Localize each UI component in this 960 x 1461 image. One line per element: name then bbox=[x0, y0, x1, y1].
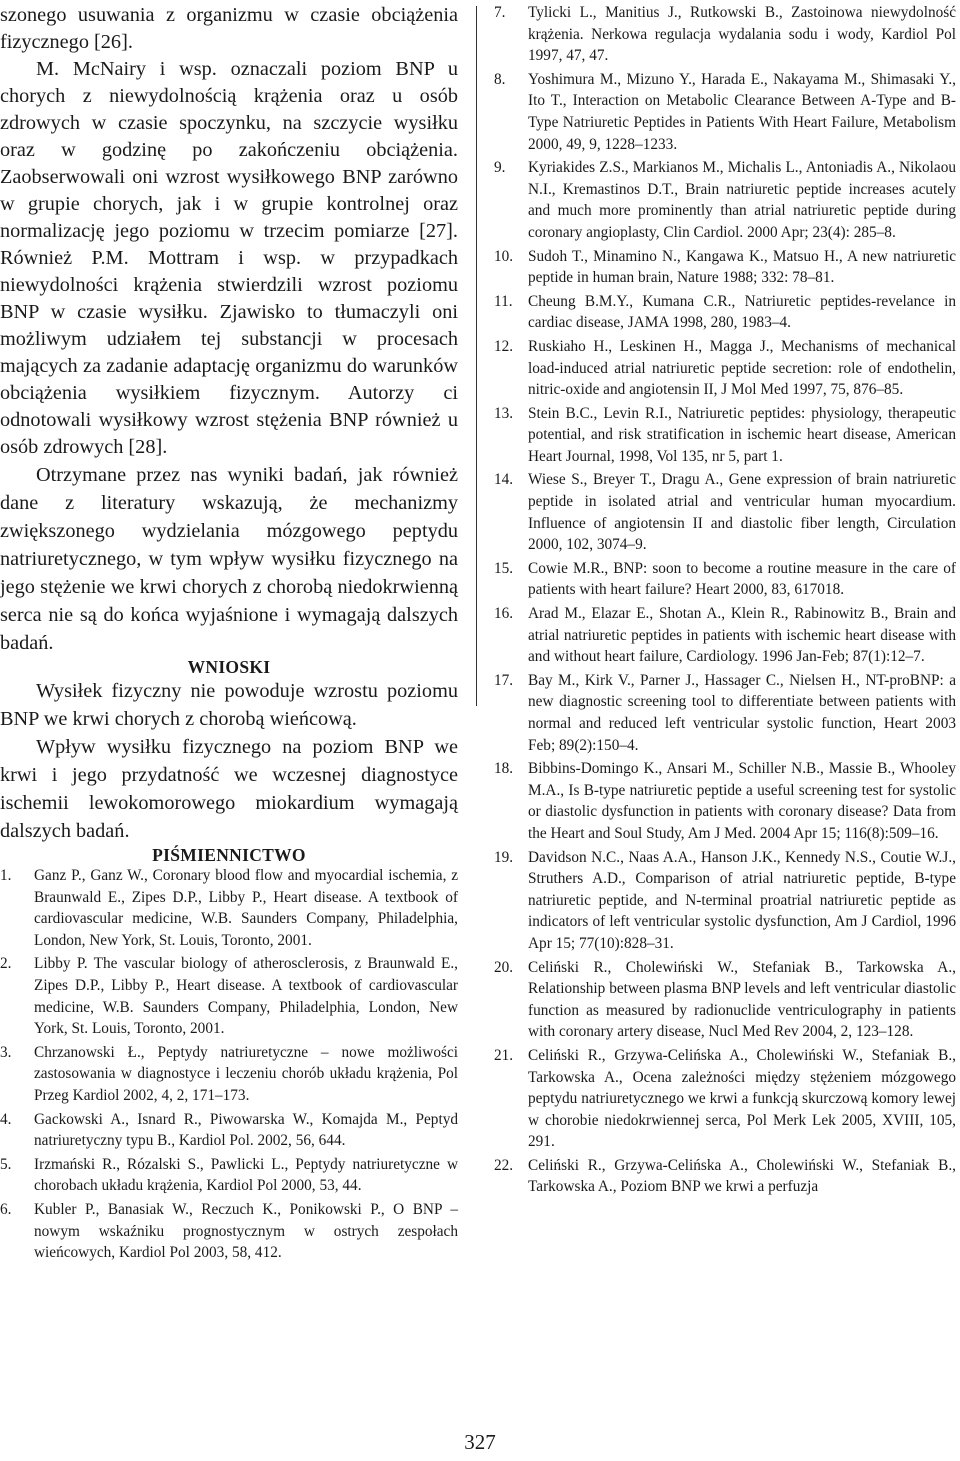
reference-item bbox=[0, 953, 458, 1039]
reference-item bbox=[494, 603, 956, 668]
body-paragraph: Otrzymane przez nas wyniki badań, jak również dane z literatury wskazują, że mechanizmy zwiększonego wydzielania mózgowego peptydu natriuretycznego, w tym wpływ wysiłku fizycznego na jego stężenie we krwi chorych z chorobą niedokrwienną serca nie są do końca wyjaśnione i wymagają dalszych badań. bbox=[0, 464, 458, 654]
reference-number: 22. bbox=[494, 1156, 514, 1174]
reference-text: Gackowski A., Isnard R., Piwowarska W., Komajda M., Peptyd natriuretyczny typu B., Kardiol Pol. 2002, 56, 644. bbox=[34, 1110, 458, 1150]
references-heading: PIŚMIENNICTWO bbox=[152, 845, 306, 865]
reference-text: Celiński R., Cholewiński W., Stefaniak B., Tarkowska A., Relationship between plasma BNP levels and left ventricular diastolic function as measured by radionuclide ventriculography in patients with coronary artery disease, Nucl Med Rev 2004, 2, 123–128. bbox=[528, 958, 956, 1041]
reference-text: Ganz P., Ganz W., Coronary blood flow and myocardial ischemia, z Braunwald E., Zipes D.P., Libby P., Heart disease. A textbook of cardiovascular medicine, W.B. Saunders Company, Philadelphia, London, New York, St. Louis, Toronto, 2001. bbox=[34, 867, 458, 949]
reference-number: 15. bbox=[494, 559, 514, 577]
reference-list-continued bbox=[494, 2, 956, 1198]
reference-item bbox=[494, 2, 956, 67]
reference-number: 1. bbox=[0, 867, 12, 884]
reference-item bbox=[494, 847, 956, 955]
right-column bbox=[494, 2, 956, 1200]
reference-number: 5. bbox=[0, 1155, 12, 1173]
reference-number: 11. bbox=[494, 292, 513, 310]
reference-number: 2. bbox=[0, 955, 12, 973]
reference-item bbox=[494, 69, 956, 155]
reference-number: 4. bbox=[0, 1110, 12, 1128]
body-paragraph: M. McNairy i wsp. oznaczali poziom BNP u chorych z niewydolnością krążenia oraz u osób zdrowych w czasie spoczynku, na szczycie wysiłku oraz w godzinę po zakończeniu obciążenia. Zaobserwowali oni wzrost wysiłkowego BNP zarówno w grupie chorych, jak i w grupie kontrolnej oraz normalizację jego poziomu w trzecim pomiarze [27]. Również P.M. Mottram i wsp. w przypadkach niewydolności krążenia stwierdzili wzrost poziomu BNP w czasie wysiłku. Zjawisko to tłumaczyli oni możliwym udziałem tej substancji w procesach mających za zadanie adaptację organizmu do warunków obciążenia wysiłkiem fizycznym. Autorzy ci odnotowali wysiłkowy wzrost stężenia BNP również u osób zdrowych [28]. bbox=[0, 58, 458, 458]
reference-number: 7. bbox=[494, 4, 506, 21]
reference-number: 14. bbox=[494, 471, 514, 489]
reference-item bbox=[0, 865, 458, 951]
reference-text: Stein B.C., Levin R.I., Natriuretic peptides: physiology, therapeutic potential, and risk stratification in ischemic heart disease, American Heart Journal, 1998, Vol 135, nr 5, part 1. bbox=[528, 404, 956, 465]
reference-text: Sudoh T., Minamino N., Kangawa K., Matsuo H., A new natriuretic peptide in human brain, Nature 1988; 332: 78–81. bbox=[528, 247, 956, 287]
page-number: 327 bbox=[464, 1430, 496, 1454]
reference-item bbox=[494, 957, 956, 1043]
reference-number: 16. bbox=[494, 605, 514, 623]
reference-text: Bay M., Kirk V., Parner J., Hassager C., Nielsen H., NT-proBNP: a new diagnostic screening tool to differentiate between patients with normal and reduced left ventricular systolic function, Heart 2003 Feb; 89(2):150–4. bbox=[528, 671, 956, 754]
reference-text: Bibbins-Domingo K., Ansari M., Schiller N.B., Massie B., Whooley M.A., Is B-type natriuretic peptide a useful screening test for systolic or diastolic dysfunction in patients with coronary disease? Data from the Heart and Soul Study, Am J Med. 2004 Apr 15; 116(8):509–16. bbox=[528, 760, 956, 842]
reference-number: 20. bbox=[494, 958, 514, 976]
reference-text: Yoshimura M., Mizuno Y., Harada E., Nakayama M., Shimasaki Y., Ito T., Interaction on Metabolic Clearance Between A-Type and B-Type Natriuretic Peptides in Patients With Heart Failure, Metabolism 2000, 49, 9, 1228–1233. bbox=[528, 70, 956, 153]
reference-text: Irzmański R., Rózalski S., Pawlicki L., Peptydy natriuretyczne w chorobach układu krążenia, Kardiol Pol 2000, 53, 44. bbox=[34, 1155, 458, 1195]
reference-item bbox=[494, 670, 956, 756]
reference-number: 17. bbox=[494, 671, 514, 689]
reference-text: Cowie M.R., BNP: soon to become a routine measure in the care of patients with heart failure? Heart 2000, 83, 617018. bbox=[528, 559, 956, 599]
reference-item bbox=[494, 246, 956, 289]
reference-item bbox=[494, 1045, 956, 1153]
reference-number: 6. bbox=[0, 1200, 12, 1218]
reference-item bbox=[494, 157, 956, 243]
reference-list bbox=[0, 865, 458, 1264]
reference-text: Kubler P., Banasiak W., Reczuch K., Ponikowski P., O BNP – nowym wskaźniku prognostycznym w ostrych zespołach wieńcowych, Kardiol Pol 2003, 58, 412. bbox=[34, 1200, 458, 1262]
body-paragraph: szonego usuwania z organizmu w czasie obciążenia fizycznego [26]. bbox=[0, 4, 458, 53]
reference-text: Celiński R., Grzywa-Celińska A., Cholewiński W., Stefaniak B., Tarkowska A., Poziom BNP we krwi a perfuzja bbox=[528, 1156, 956, 1196]
reference-item bbox=[494, 758, 956, 844]
reference-text: Chrzanowski Ł., Peptydy natriuretyczne – nowe możliwości zastosowania w diagnostyce i leczeniu chorób układu krążenia, Pol Przeg Kardiol 2002, 4, 2, 171–173. bbox=[34, 1043, 458, 1104]
reference-text: Ruskiaho H., Leskinen H., Magga J., Mechanisms of mechanical load-induced atrial natriuretic peptide secretion: role of endothelin, nitric-oxide and angiotensin II, J Mol Med 1997, 75, 876–85. bbox=[528, 337, 956, 399]
reference-number: 10. bbox=[494, 247, 514, 265]
reference-text: Tylicki L., Manitius J., Rutkowski B., Zastoinowa niewydolność krążenia. Nerkowa regulacja wydalania sodu i wody, Kardiol Pol 1997, 47, 47. bbox=[528, 4, 956, 65]
column-divider bbox=[476, 6, 477, 706]
reference-number: 8. bbox=[494, 70, 506, 88]
reference-text: Davidson N.C., Naas A.A., Hanson J.K., Kennedy N.S., Coutie W.J., Struthers A.D., Comparison of atrial natriuretic peptide, B-type natriuretic peptide, and N-terminal proatrial natriuretic peptide as indicators of left ventricular systolic dysfunction, Am J Cardiol, 1996 Apr 15; 77(10):828–31. bbox=[528, 848, 956, 952]
reference-number: 3. bbox=[0, 1043, 12, 1061]
reference-item bbox=[0, 1042, 458, 1107]
reference-number: 21. bbox=[494, 1046, 514, 1064]
reference-number: 13. bbox=[494, 404, 514, 422]
reference-text: Wiese S., Breyer T., Dragu A., Gene expression of brain natriuretic peptide in isolated atrial and ventricular human myocardium. Influence of angiotensin II and diastolic fiber length, Circulation 2000, 102, 3074–9. bbox=[528, 471, 956, 554]
reference-item bbox=[494, 336, 956, 401]
reference-text: Arad M., Elazar E., Shotan A., Klein R., Rabinowitz B., Brain and atrial natriuretic peptides in patients with ischemic heart disease with and without heart failure, Cardiology. 1996 Jan-Feb; 87(1):12–7. bbox=[528, 605, 956, 666]
reference-text: Kyriakides Z.S., Markianos M., Michalis L., Antoniadis A., Nikolaou N.I., Kremastinos D.T., Brain natriuretic peptide increases acutely and much more prominently than atrial natriuretic peptide during coronary angioplasty, Clin Cardiol. 2000 Apr; 23(4): 285–8. bbox=[528, 159, 956, 241]
reference-item bbox=[494, 291, 956, 334]
reference-number: 18. bbox=[494, 760, 514, 778]
reference-number: 19. bbox=[494, 848, 514, 866]
reference-item bbox=[494, 1155, 956, 1198]
reference-item bbox=[494, 403, 956, 468]
reference-item bbox=[0, 1199, 458, 1264]
conclusions-heading: WNIOSKI bbox=[187, 657, 271, 677]
reference-item bbox=[494, 469, 956, 555]
reference-number: 9. bbox=[494, 159, 506, 177]
reference-item bbox=[0, 1154, 458, 1197]
reference-number: 12. bbox=[494, 337, 514, 355]
left-column bbox=[0, 2, 458, 1266]
reference-item bbox=[494, 558, 956, 601]
reference-text: Celiński R., Grzywa-Celińska A., Cholewiński W., Stefaniak B., Tarkowska A., Ocena zależności między stężeniem mózgowego peptydu natriuretycznego we krwi a funkcją skurczową komory lewej w chorobie niedokrwiennej serca, Pol Merk Lek 2005, XVIII, 105, 291. bbox=[528, 1046, 956, 1151]
reference-text: Libby P. The vascular biology of atherosclerosis, z Braunwald E., Zipes D.P., Libby P., Heart disease. A textbook of cardiovascular medicine, W.B. Saunders Company, Philadelphia, London, New York, St. Louis, Toronto, 2001. bbox=[34, 955, 458, 1038]
reference-text: Cheung B.M.Y., Kumana C.R., Natriuretic peptides-revelance in cardiac disease, JAMA 1998, 280, 1983–4. bbox=[528, 292, 956, 332]
conclusion-paragraph: Wysiłek fizyczny nie powoduje wzrostu poziomu BNP we krwi chorych z chorobą wieńcową. bbox=[0, 680, 458, 730]
conclusion-paragraph: Wpływ wysiłku fizycznego na poziom BNP we krwi i jego przydatność we wczesnej diagnostyce ischemii lewokomorowego miokardium wymagają dalszych badań. bbox=[0, 736, 458, 842]
reference-item bbox=[0, 1109, 458, 1152]
